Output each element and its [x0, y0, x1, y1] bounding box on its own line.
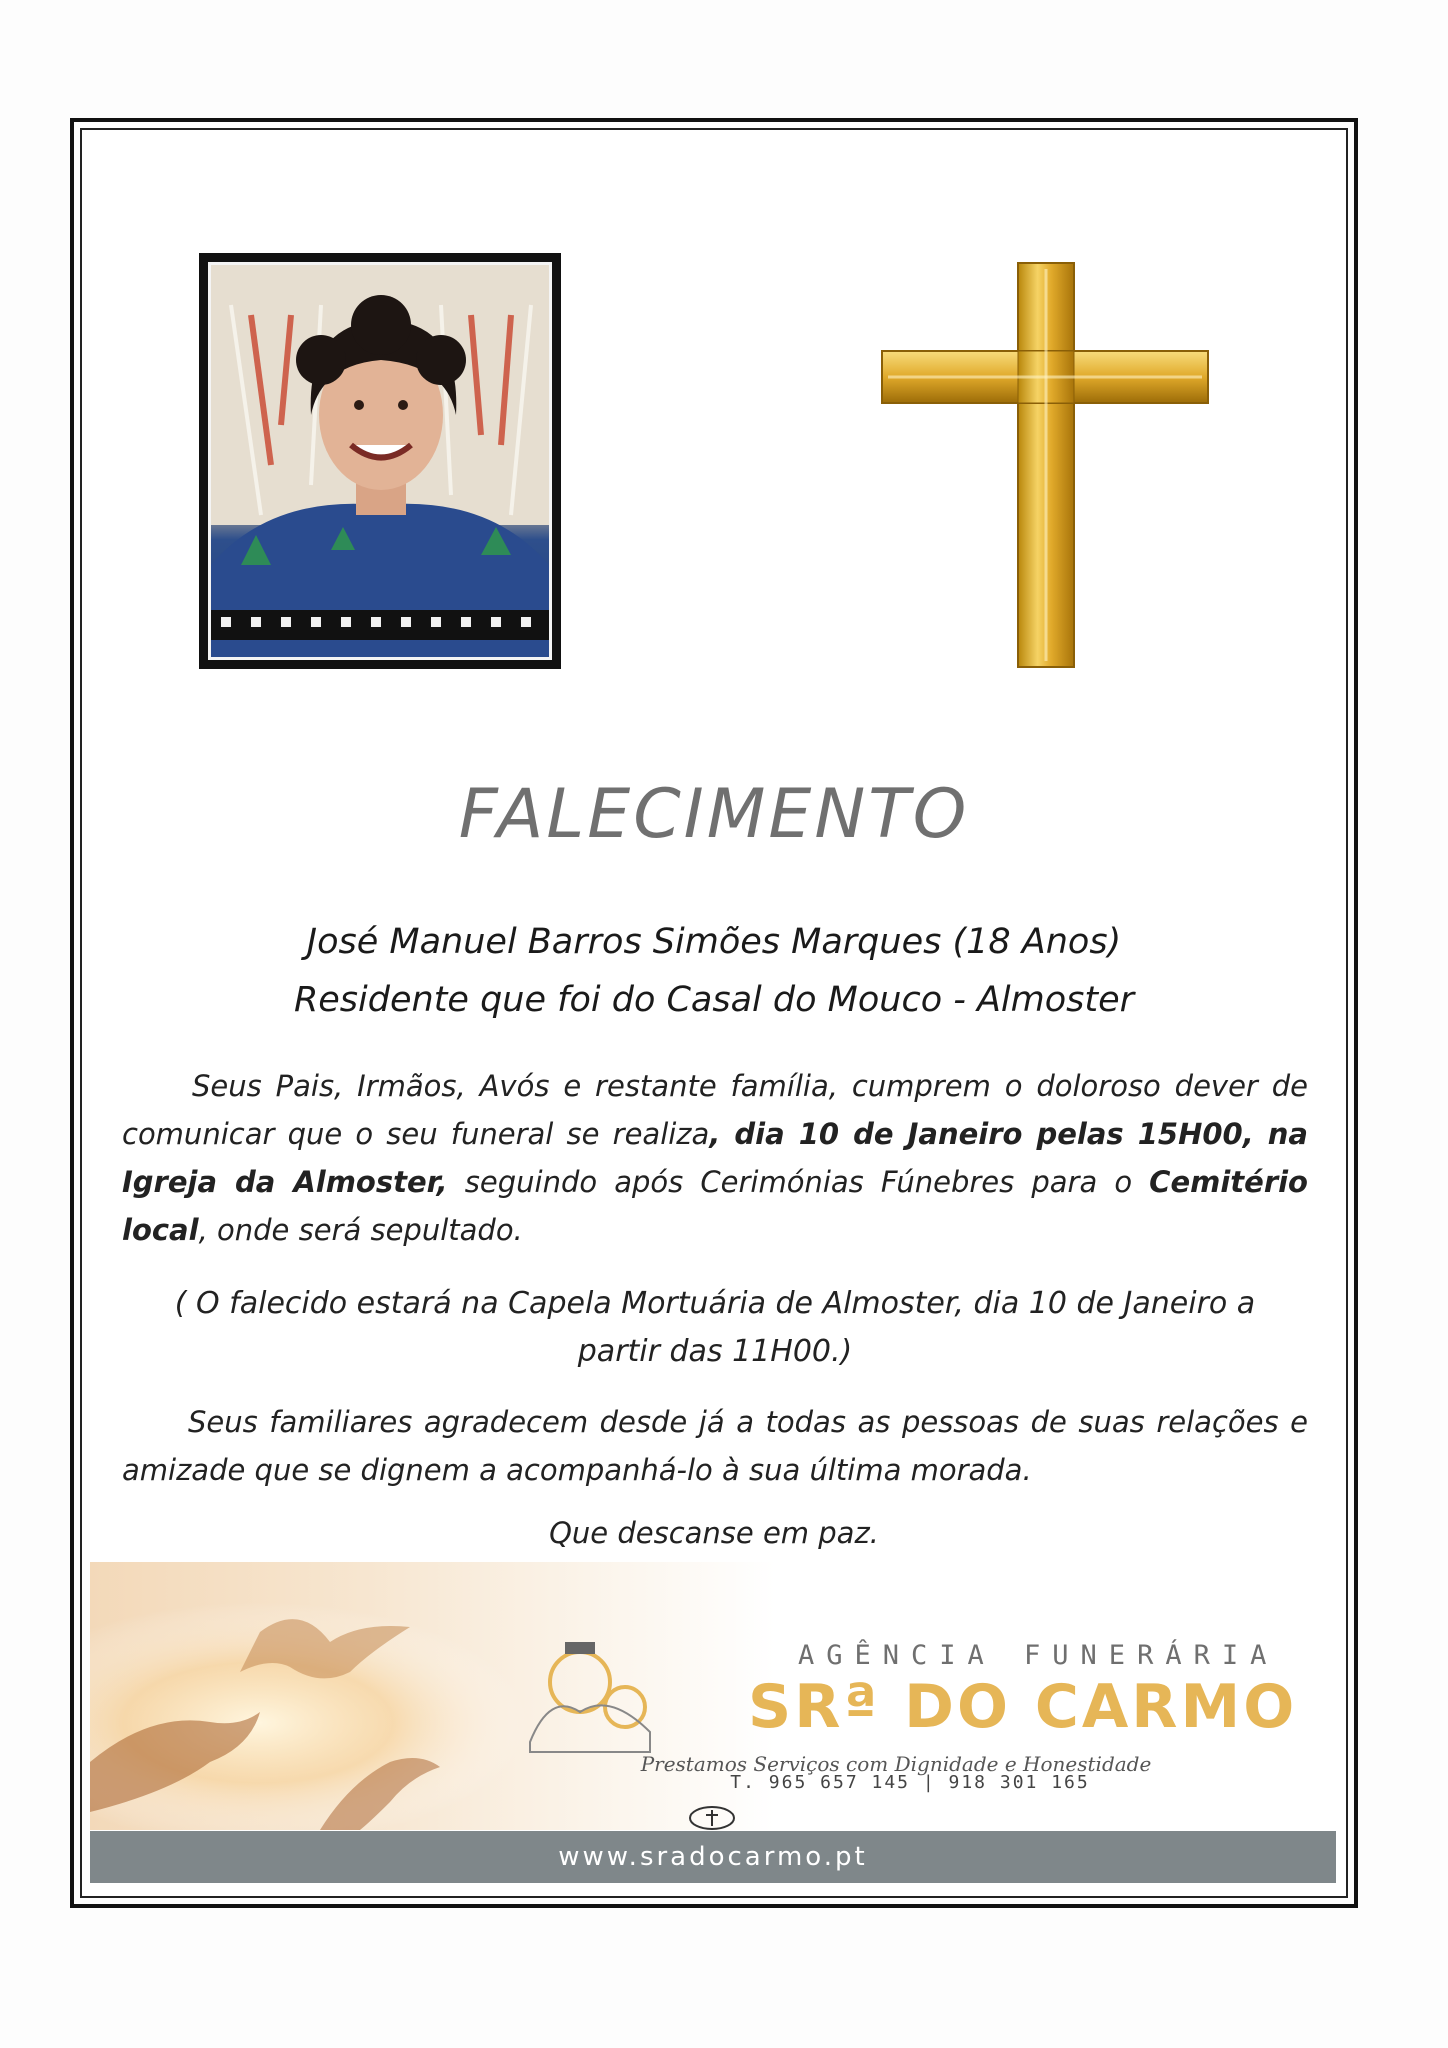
portrait-photo	[199, 253, 561, 669]
deceased-name: José Manuel Barros Simões Marques (18 Anos)	[306, 922, 1122, 962]
thanks-paragraph: Seus familiares agradecem desde já a todas as pessoas de suas relações e amizade que se dignem a acompanhá-lo à sua última morada.	[122, 1405, 1308, 1487]
cross-icon	[870, 255, 1220, 675]
portrait-image	[208, 262, 552, 660]
agency-logo-icon	[510, 1632, 690, 1762]
website-link[interactable]: www.sradocarmo.pt	[90, 1831, 1336, 1883]
agency-label: AGÊNCIA FUNERÁRIA	[798, 1640, 1279, 1671]
funeral-text-3: , onde será sepultado.	[198, 1213, 523, 1247]
closing-line: Que descanse em paz.	[549, 1516, 879, 1550]
agency-phones: T. 965 657 145 | 918 301 165	[730, 1772, 1090, 1793]
funeral-text-1: Seus Pais, Irmãos, Avós e restante família, cumprem o doloroso dever de comunicar que o seu funeral se realiza	[122, 1069, 1308, 1151]
funeral-date-place: , dia 10 de Janeiro pelas 15H00, na Igreja da Almoster,	[122, 1117, 1309, 1199]
funeral-paragraph	[122, 1062, 1308, 1254]
agency-name: SRª DO CARMO	[748, 1672, 1298, 1742]
agency-tagline: Prestamos Serviços com Dignidade e Honestidade	[640, 1752, 1152, 1776]
page-title: FALECIMENTO	[458, 775, 970, 854]
small-cross-icon	[687, 1805, 737, 1831]
wake-paragraph: ( O falecido estará na Capela Mortuária de Almoster, dia 10 de Janeiro a partir das 11H00.)	[174, 1286, 1256, 1369]
funeral-text-2: seguindo após Cerimónias Fúnebres para o	[447, 1165, 1150, 1199]
cemetery-name: Cemitério local	[122, 1165, 1308, 1247]
residence-line: Residente que foi do Casal do Mouco - Almoster	[293, 980, 1135, 1020]
